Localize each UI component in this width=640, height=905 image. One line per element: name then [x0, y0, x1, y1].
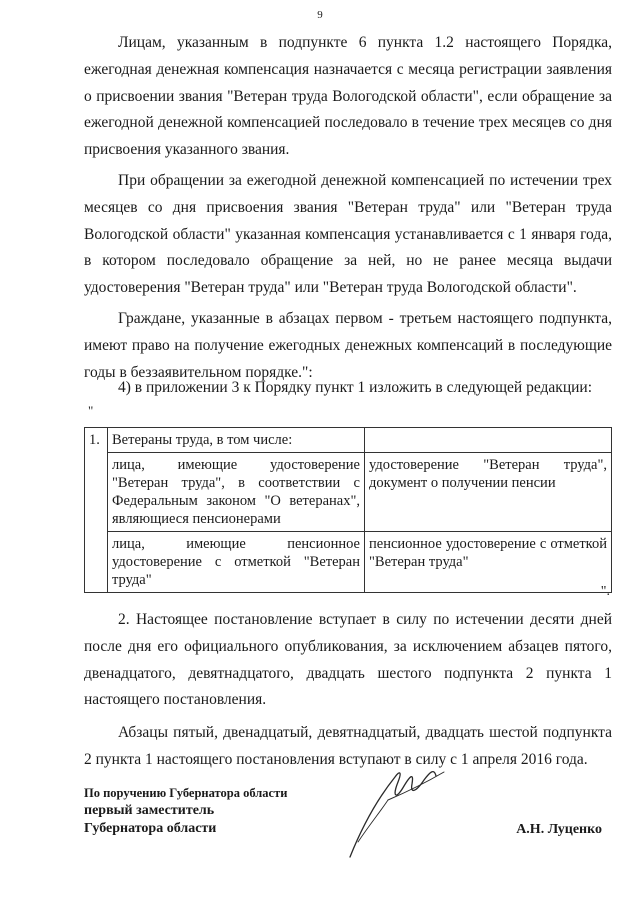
table-cell-document: удостоверение "Ветеран труда", документ о получении пенсии — [365, 453, 612, 532]
signature-line-2: первый заместитель — [84, 803, 215, 818]
table-cell-category: лица, имеющие пенсионное удостоверение с отметкой "Ветеран труда" — [108, 532, 365, 593]
signature-line-1: По поручению Губернатора области — [84, 786, 288, 800]
signature-block — [84, 784, 287, 838]
veterans-table — [84, 427, 612, 593]
handwritten-signature — [340, 742, 450, 862]
paragraph-3: Граждане, указанные в абзацах первом - третьем настоящего подпункта, имеют право на получение ежегодных денежных компенсаций в последующие годы в беззаявительном порядке.": — [84, 309, 612, 381]
table-cell-category: лица, имеющие удостоверение "Ветеран труда", в соответствии с Федеральным законом "О ветеранах", являющиеся пенсионерами — [108, 453, 365, 532]
closing-paragraph-1: 2. Настоящее постановление вступает в силу по истечении десяти дней после дня его официального опубликования, за исключением абзацев пятого, двенадцатого, девятнадцатого, двадцать шестого подпункта 2 пункта 1 настоящего постановления. — [84, 611, 612, 709]
signature-line-3: Губернатора области — [84, 821, 217, 836]
table-cell-document — [365, 428, 612, 453]
table-cell-number: 1. — [85, 428, 108, 453]
item-4-instruction: 4) в приложении 3 к Порядку пункт 1 изложить в следующей редакции: — [118, 379, 593, 396]
signatory-name: А.Н. Луценко — [516, 822, 602, 837]
closing-quote: ". — [600, 584, 610, 599]
opening-quote: " — [88, 403, 94, 418]
table-cell-document: пенсионное удостоверение с отметкой "Ветеран труда" — [365, 532, 612, 593]
page-number: 9 — [317, 9, 323, 21]
table-row — [85, 453, 612, 532]
paragraph-2: При обращении за ежегодной денежной компенсацией по истечении трех месяцев со дня присвоения звания "Ветеран труда" или "Ветеран труда Вологодской области" указанная компенсация устанавливается с 1 января года, в котором последовало обращение за ней, но не ранее месяца выдачи удостоверения "Ветеран труда" или "Ветеран труда Вологодской области". — [84, 171, 612, 297]
table-row — [85, 428, 612, 453]
paragraph-1: Лицам, указанным в подпункте 6 пункта 1.2 настоящего Порядка, ежегодная денежная компенсация назначается с месяца регистрации заявления о присвоении звания "Ветеран труда Вологодской области", если обращение за ежегодной денежной компенсацией последовало в течение трех месяцев со дня присвоения указанного звания. — [84, 34, 612, 159]
table-cell-category: Ветераны труда, в том числе: — [108, 428, 365, 453]
table-cell-number — [85, 532, 108, 593]
table-row — [85, 532, 612, 593]
table-cell-number — [85, 453, 108, 532]
body-text — [84, 30, 612, 390]
closing-paragraph-2: Абзацы пятый, двенадцатый, девятнадцатый, двадцать шестой подпункта 2 пункта 1 настоящего постановления вступают в силу с 1 апреля 2016 года. — [84, 724, 612, 768]
